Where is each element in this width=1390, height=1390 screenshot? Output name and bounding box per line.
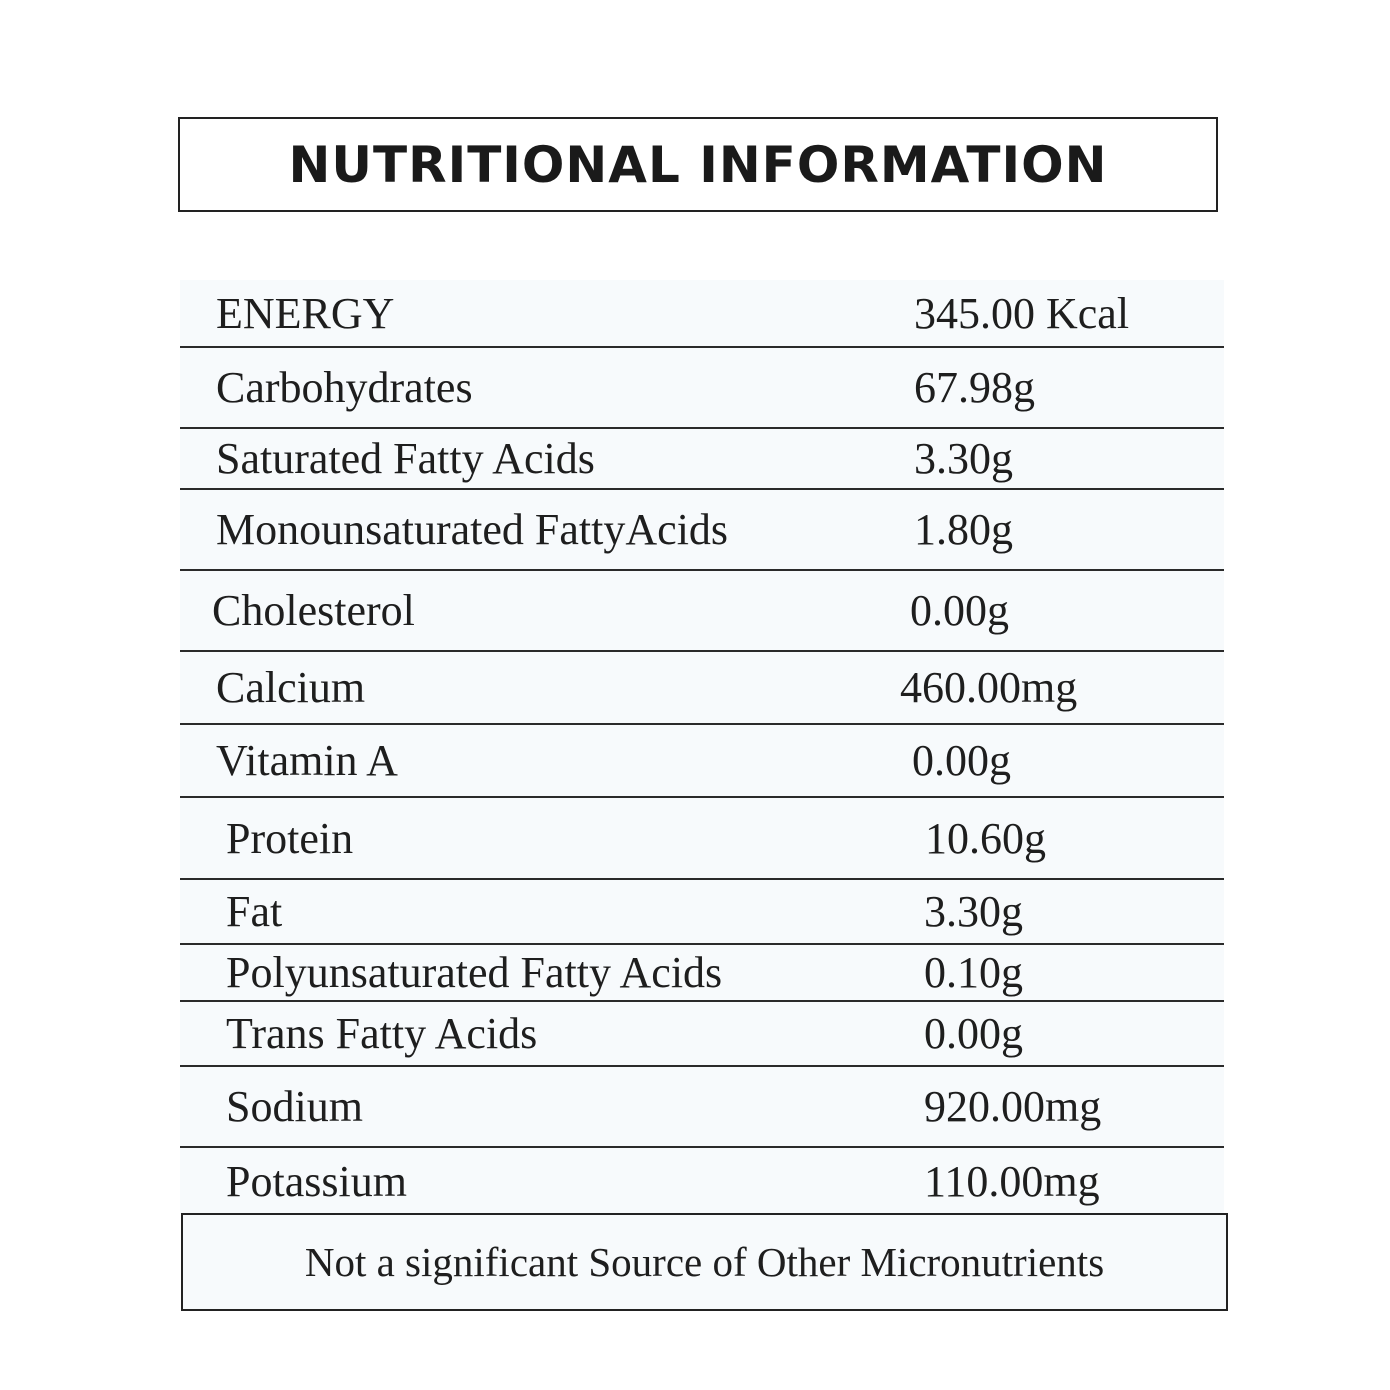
nutrient-name: Cholesterol: [212, 586, 415, 635]
table-row: [180, 571, 1224, 652]
table-row: [180, 1148, 1224, 1214]
nutrient-value: 3.30g: [914, 434, 1013, 483]
nutrient-value: 0.10g: [924, 948, 1023, 997]
nutrient-value: 0.00g: [924, 1009, 1023, 1058]
page-title: NUTRITIONAL INFORMATION: [288, 135, 1108, 194]
footnote-box: [181, 1213, 1228, 1311]
nutrient-name: ENERGY: [216, 288, 395, 338]
nutrient-name: Vitamin A: [216, 736, 398, 785]
nutrient-value: 0.00g: [912, 736, 1011, 785]
table-row: [180, 725, 1224, 798]
table-row: [180, 348, 1224, 429]
nutrient-value: 460.00mg: [900, 663, 1078, 712]
nutrient-value: 10.60g: [925, 813, 1046, 863]
nutrient-name: Fat: [226, 887, 283, 936]
nutrient-value: 920.00mg: [924, 1082, 1102, 1131]
table-row: [180, 429, 1224, 490]
table-row: [180, 798, 1224, 880]
nutrient-value: 0.00g: [910, 586, 1009, 635]
nutrient-name: Potassium: [226, 1156, 407, 1206]
table-row: [180, 490, 1224, 571]
nutrient-value: 3.30g: [924, 887, 1023, 936]
nutrient-name: Calcium: [216, 663, 366, 712]
table-row: [180, 280, 1224, 348]
nutrient-name: Sodium: [226, 1082, 363, 1131]
table-row: [180, 880, 1224, 945]
title-box: [178, 117, 1218, 212]
nutrient-value: 110.00mg: [924, 1156, 1100, 1206]
nutrient-name: Trans Fatty Acids: [226, 1009, 538, 1058]
table-row: [180, 945, 1224, 1002]
nutrient-name: Saturated Fatty Acids: [216, 434, 595, 483]
nutrient-value: 345.00 Kcal: [914, 288, 1130, 338]
table-row: [180, 652, 1224, 725]
nutrient-name: Monounsaturated FattyAcids: [216, 505, 729, 554]
nutrition-table: [180, 280, 1224, 1214]
nutrient-name: Protein: [226, 813, 354, 863]
nutrient-value: 67.98g: [914, 363, 1035, 412]
nutrient-name: Polyunsaturated Fatty Acids: [226, 948, 723, 997]
nutrient-name: Carbohydrates: [216, 363, 473, 412]
footnote-text: Not a significant Source of Other Micronutrients: [304, 1239, 1105, 1285]
nutrient-value: 1.80g: [914, 505, 1013, 554]
table-row: [180, 1002, 1224, 1067]
table-row: [180, 1067, 1224, 1148]
